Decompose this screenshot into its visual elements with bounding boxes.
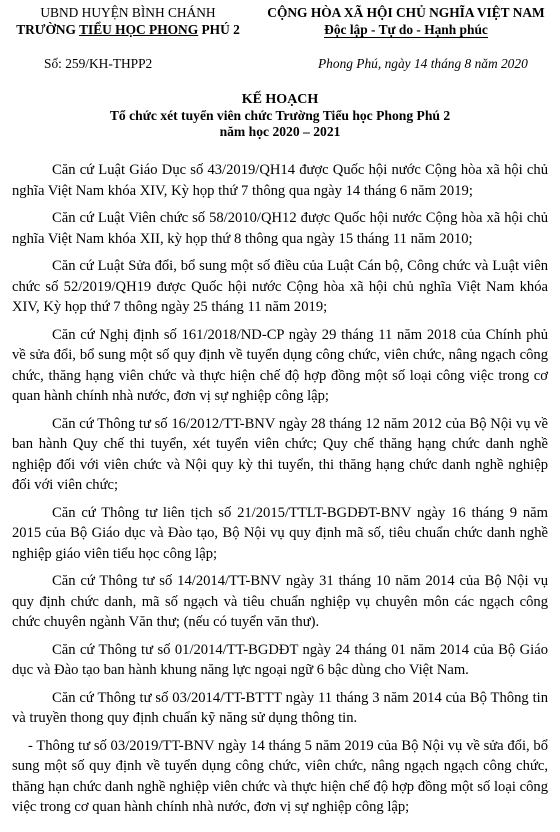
legal-basis-paragraph: Căn cứ Thông tư số 14/2014/TT-BNV ngày 31 tháng 10 năm 2014 của Bộ Nội vụ quy định chức danh, mã số ngạch và tiêu chuẩn nghiệp vụ chuyên môn các ngạch công chức chuyên ngành Văn thư; (nếu có tuyển văn thư). [12,573,548,630]
document-title [0,92,560,140]
legal-basis-paragraph: - Thông tư số 03/2019/TT-BNV ngày 14 tháng 5 năm 2019 của Bộ Nội vụ về sửa đổi, bổ sung một số quy định về tuyển dụng công chức, viên chức, nâng ngạch ngạch công chức, thăng hạn chức danh nghề nghiệp viên chức và thực hiện chế độ hợp đồng một số loại công việc trong cơ quan hành chính nhà nước, đơn vị sự nghiệp công lập; [12,737,548,815]
place-date: Phong Phú, ngày 14 tháng 8 năm 2020 [318,56,528,71]
agency-line1: UBND HUYỆN BÌNH CHÁNH [40,5,216,20]
legal-basis-paragraph: Căn cứ Thông tư liên tịch số 21/2015/TTLT-BGDĐT-BNV ngày 16 tháng 9 năm 2015 của Bộ Giáo dục và Đào tạo, Bộ Nội vụ quy định mã số, tiêu chuẩn chức danh nghề nghiệp giáo viên tiểu học công lập; [12,504,548,562]
motto: Độc lập - Tự do - Hạnh phúc [324,22,488,37]
legal-basis-paragraph: Căn cứ Thông tư số 16/2012/TT-BNV ngày 28 tháng 12 năm 2012 của Bộ Nội vụ về ban hành Quy chế thi tuyển, xét tuyển viên chức; Quy chế thăng hạng chức danh nghề nghiệp đối với viên chức và Nội quy kỳ thi tuyển, thi thăng hạng chức danh nghề nghiệp đối với viên chức; [12,415,548,493]
legal-basis-paragraph: Căn cứ Luật Giáo Dục số 43/2019/QH14 được Quốc hội nước Cộng hòa xã hội chủ nghĩa Việt Nam khóa XIV, Kỳ họp thứ 7 thông qua ngày 14 tháng 6 năm 2019; [12,162,548,199]
title-line2: Tổ chức xét tuyển viên chức Trường Tiểu học Phong Phú 2 [109,108,451,123]
document-body [12,160,548,825]
legal-basis-paragraph: Căn cứ Luật Sửa đổi, bổ sung một số điều của Luật Cán bộ, Công chức và Luật viên chức số 52/2019/QH19 được Quốc hội nước Cộng hòa xã hội chủ nghĩa Việt Nam khóa XIV, Kỳ họp thứ 7 thông ngày 25 tháng 11 năm 2019; [12,258,548,315]
agency-line2-underlined: TIỂU HỌC PHONG [79,22,199,37]
legal-basis-paragraph: Căn cứ Nghị định số 161/2018/ND-CP ngày 29 tháng 11 năm 2018 của Chính phủ về sửa đổi, bổ sung một số quy định về tuyển dụng công chức, viên chức, nâng ngạch công chức, thăng hạng viên chức và thực hiện chế độ hợp đồng một số loại công việc trong cơ quan hành chính nhà nước, đơn vị sự nghiệp công lập; [12,326,548,404]
agency-line2-a: TRƯỜNG [16,22,80,37]
country-name: CỘNG HÒA XÃ HỘI CHỦ NGHĨA VIỆT NAM [267,5,545,20]
document-number: Số: 259/KH-THPP2 [44,56,153,71]
agency-line2 [8,21,248,38]
national-motto [256,4,556,38]
title-line3: năm học 2020 – 2021 [219,124,341,139]
legal-basis-paragraph: Căn cứ Thông tư số 01/2014/TT-BGDĐT ngày 24 tháng 01 năm 2014 của Bộ Giáo dục và Đào tạo ban hành khung năng lực ngoại ngữ 6 bậc dùng cho Việt Nam. [12,641,548,678]
agency-line2-c: PHÚ 2 [198,22,240,37]
legal-basis-paragraph: Căn cứ Thông tư số 03/2014/TT-BTTT ngày 11 tháng 3 năm 2014 của Bộ Thông tin và truyền thong quy định chuẩn kỹ năng sử dụng thông tin. [12,689,548,726]
legal-basis-paragraph: Căn cứ Luật Viên chức số 58/2010/QH12 được Quốc hội nước Cộng hòa xã hội chủ nghĩa Việt Nam khóa XII, kỳ họp thứ 8 thông qua ngày 15 tháng 11 năm 2010; [12,210,548,247]
issuing-agency [8,4,248,38]
title-line1: KẾ HOẠCH [241,92,319,107]
